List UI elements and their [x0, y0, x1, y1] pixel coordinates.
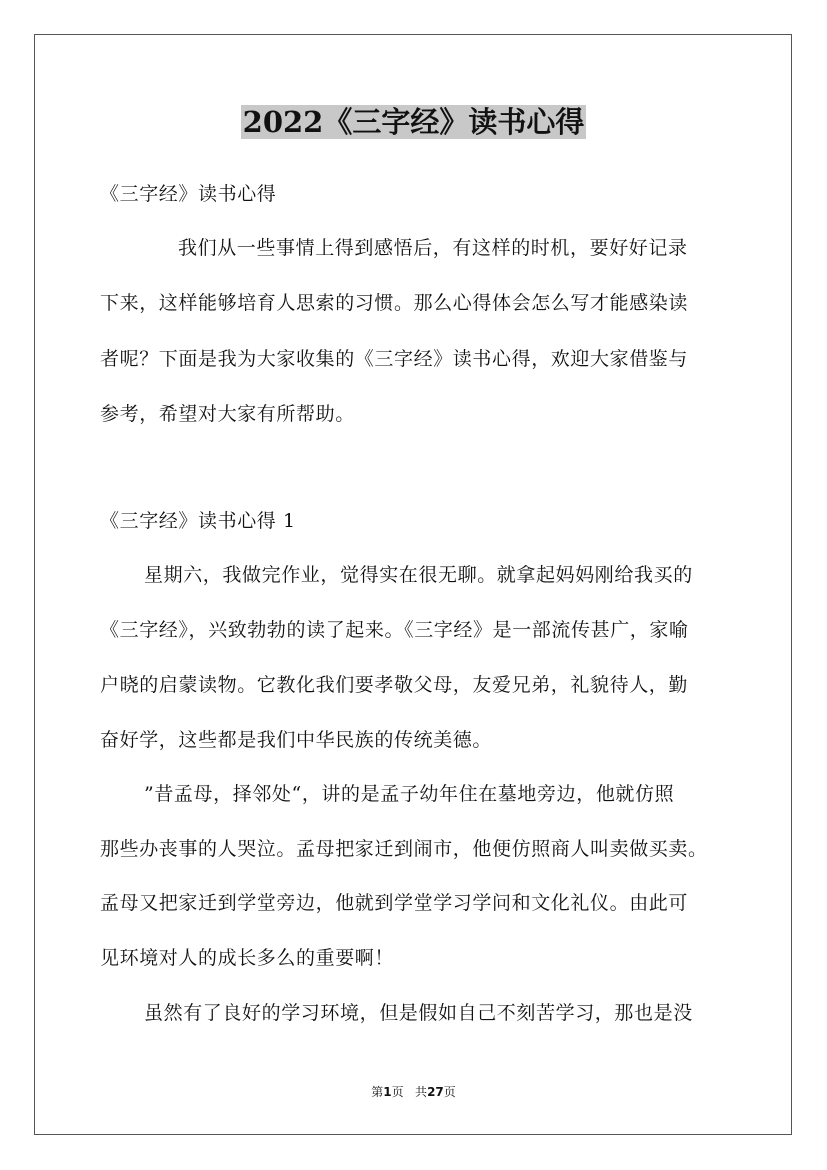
intro-heading: 《三字经》读书心得 [100, 183, 277, 205]
section1-heading: 《三字经》读书心得 1 [100, 510, 296, 532]
footer-total-pages: 27 [427, 1085, 444, 1099]
footer-total-suffix: 页 [443, 1085, 456, 1099]
intro-line-2: 下来，这样能够培育人思索的习惯。那么心得体会怎么写才能感染读 [100, 292, 689, 314]
para2-line-3: 孟母又把家迁到学堂旁边，他就到学堂学习学问和文化礼仪。由此可 [100, 892, 689, 914]
document-title [0, 100, 827, 144]
para2-line-2: 那些办丧事的人哭泣。孟母把家迁到闹市，他便仿照商人叫卖做买卖。 [100, 838, 708, 860]
para1-line-2: 《三字经》，兴致勃勃的读了起来。《三字经》是一部流传甚广，家喻 [100, 619, 689, 641]
footer-page-prefix: 第 [371, 1085, 384, 1099]
para3-line-1: 虽然有了良好的学习环境，但是假如自己不刻苦学习，那也是没 [144, 1002, 693, 1024]
para1-line-1: 星期六，我做完作业，觉得实在很无聊。就拿起妈妈刚给我买的 [144, 564, 693, 586]
footer-page-number: 1 [383, 1085, 392, 1099]
footer-page-suffix: 页 [391, 1085, 404, 1099]
para2-line-1: ”昔孟母，择邻处“，讲的是孟子幼年住在墓地旁边，他就仿照 [144, 783, 675, 805]
document-title-text: 2022《三字经》读书心得 [242, 105, 585, 139]
footer-total-prefix: 共 [415, 1085, 428, 1099]
para1-line-4: 奋好学，这些都是我们中华民族的传统美德。 [100, 729, 493, 751]
intro-line-3: 者呢？下面是我为大家收集的《三字经》读书心得，欢迎大家借鉴与 [100, 348, 689, 370]
para1-line-3: 户晓的启蒙读物。它教化我们要孝敬父母，友爱兄弟，礼貌待人，勤 [100, 674, 689, 696]
page-footer [0, 1084, 827, 1100]
para2-line-4: 见环境对人的成长多么的重要啊！ [100, 947, 395, 969]
intro-line-4: 参考，希望对大家有所帮助。 [100, 403, 355, 425]
intro-line-1: 我们从一些事情上得到感悟后，有这样的时机，要好好记录 [178, 237, 688, 259]
